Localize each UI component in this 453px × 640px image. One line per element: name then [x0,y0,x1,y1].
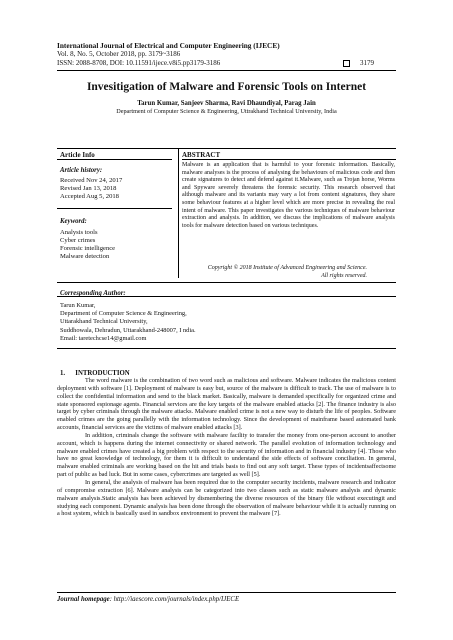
affiliation: Department of Computer Science & Engineering, Uttrakhand Technical University, India [116,108,337,115]
corresponding-rule [57,296,396,297]
history-label: Article history: [60,167,103,174]
accepted-date: Accepted Aug 5, 2018 [60,193,119,201]
paper-title: Invesitigation of Malware and Forensic Tools on Internet [86,81,367,93]
square-icon [343,60,350,67]
keyword-item: Analysis tools [60,229,98,236]
keyword-item: Cyber crimes [60,237,96,245]
paragraph: In addition, criminals change the software with malware facility to transfer the money from one-person account to another account, which is happens during the internet connectivity or shared network. The parallel evolution of information technology and malware enabled crimes have created a big problem with respect to the security of information and in financial industry [4]. Those who have no great knowledge of technology, for them it is difficult to understand the side effects of software conciliation. In general, malware enabled criminals are working based on the hit and trials basis to find out any soft target. These types of incidentsaffectsome part of public as bad luck. But in some cases, cybercrimes are targeted as well [5]. [57,431,396,479]
journal-homepage [57,595,239,604]
article-history [60,177,175,201]
column-divider [178,148,179,278]
corresponding-label: Corresponding Author: [60,290,126,297]
author-department: Department of Computer Science & Engineering, [60,310,187,318]
journal-name: International Journal of Electrical and Computer Engineering (IJECE) [57,41,280,50]
header-rule [57,70,396,71]
abstract-rule [182,159,396,160]
keyword-label: Keyword: [60,218,87,225]
page-number-block [343,59,374,68]
revised-date: Revised Jan 13, 2018 [60,185,117,193]
footer-rule [57,592,396,593]
corresponding-author [60,302,310,343]
corresponding-top-rule [57,282,396,283]
keyword-item: Forensic intelligence [60,245,116,253]
corresponding-bottom-rule [57,348,396,349]
homepage-url[interactable]: : http://iaescore.com/journals/index.php/IJECE [109,596,240,603]
received-date: Received Nov 24, 2017 [60,177,123,184]
introduction-body [57,377,396,518]
history-rule [57,208,172,209]
abstract-heading: ABSTRACT [182,151,221,159]
homepage-label: Journal homepage [57,596,110,603]
paragraph: In general, the analysis of malware has been required due to the computer security incidents, malware research and indicator of compromise extraction [6]. Malware analysis can be categorized into two classes such as static malware analysis and dynamic malware analysis.Static analysis has been achieved by dismembering the diverse resources of the binary file without executingit and studying each component. Dynamic analysis has been done through the observation of malware behaviour while it is actually running on a host system, which is basically used in sandbox environment to prevent the malware [7]. [57,478,396,518]
author-email[interactable]: Email: taretechcse14@gmail.com [60,334,147,342]
paragraph: The word malware is the combination of two word such as malicious and software. Malware indicates the malicious content deployment with software [1]. Deployment of malware is easy but, source of the malware is difficult to track. The use of malware is to collect the confidential information and send to the black market. Basically, malware is demanded specifically for organized crime and state sponsored espionage agents. Financial services are the key targets of the malware enabled attacks [2]. The finance industry is also target by cyber criminals through the malware attacks. Malware enabled crime is not a new way to disturb the life of peoples. Software enabled crimes are the going parallelly with the information technology. Since the development of mainframe based automated bank accounts, financial services are the victims of malware enabled attacks [3]. [57,377,396,432]
article-info-top-rule [57,148,396,149]
copyright [182,265,367,280]
page-number: 3179 [360,59,374,67]
abstract-text: Malware is an application that is harmful to your forensic information. Basically, malware analyses is the process of analysing the behaviours of malicious code and then create signatures to detect and defend against it.Malware, such as Trojan horse, Worms and Spyware severely threatens the forensic security. This research observed that although malware and its variants may vary a lot from content signatures, they share some behaviour features at a higher level which are more precise in revealing the real intent of malware. This paper investigates the various techniques of malware behaviour extraction and analysis. In addition, we discuss the implications of malware analysis tools for malware detection based on various techniques. [182,162,395,229]
issn-line: ISSN: 2088-8708, DOI: 10.11591/ijece.v8i5.pp3179-3186 [57,59,221,67]
keyword-item: Malware detection [60,253,110,261]
copyright-line: Copyright © 2018 Institute of Advanced Engineering and Science. [207,265,367,271]
authors: Tarun Kumar, Sanjeev Sharma, Ravi Dhaundiyal, Parag Jain [137,100,316,107]
introduction-heading: 1. INTRODUCTION [60,370,130,377]
author-address: Suddhowala, Dehradun, Uttarakhand-248007, I ndia. [60,326,196,334]
article-info-heading: Article Info [60,151,95,159]
copyright-rights: All rights reserved. [321,272,367,279]
keyword-list [60,229,175,261]
article-info-rule [57,159,172,160]
author-name: Tarun Kumar, [60,302,96,309]
volume-line: Vol. 8, No. 5, October 2018, pp. 3179~3186 [57,50,181,58]
author-university: Uttarakhand Technical University, [60,318,148,326]
